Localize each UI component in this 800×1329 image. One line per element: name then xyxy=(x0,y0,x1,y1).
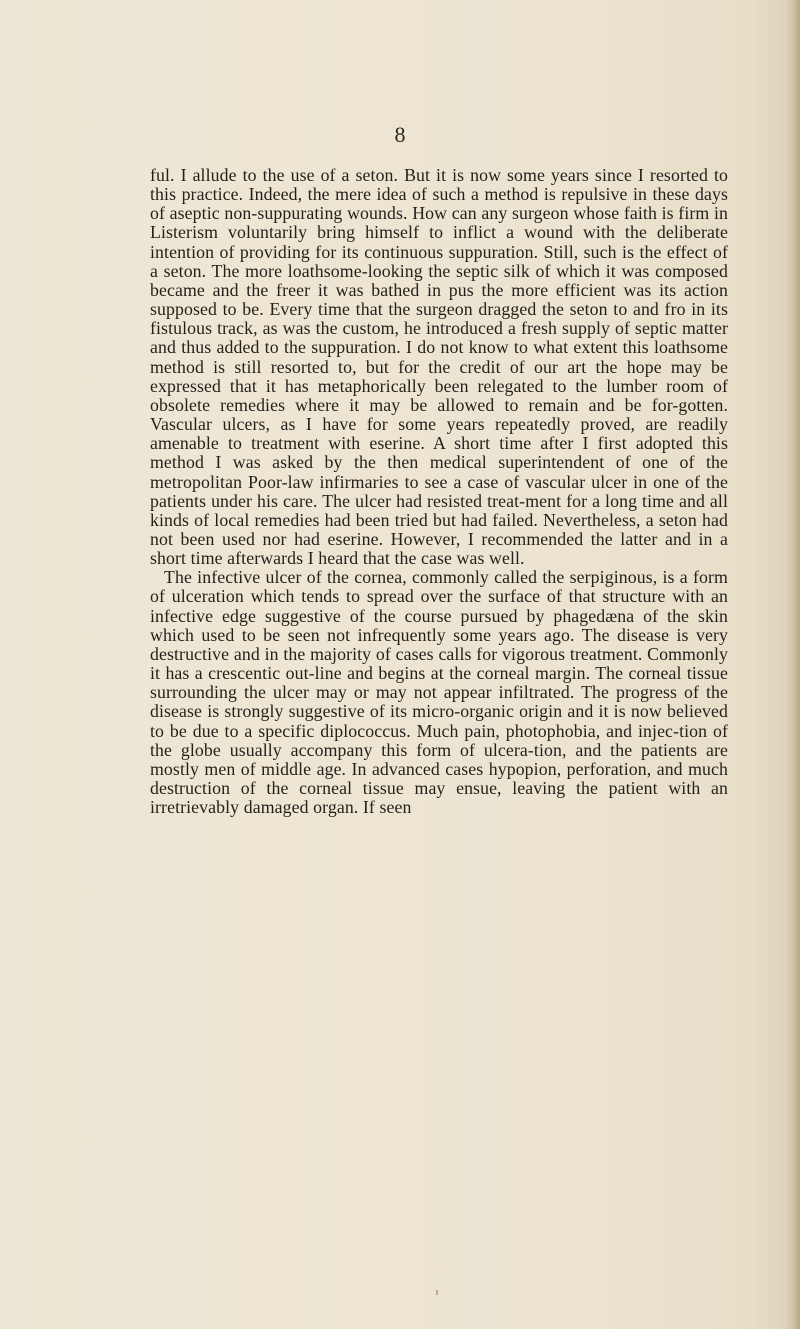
page-number: 8 xyxy=(394,122,406,147)
paragraph-infective-ulcer: The infective ulcer of the cornea, commonly called the serpiginous, is a form of ulceration which tends to spread over the surface of that structure with an infective edge suggestive of the course pursued by phagedæna of the skin which used to be seen not infrequently some years ago. The disease is very destructive and in the majority of cases calls for vigorous treatment. Commonly it has a crescentic out-line and begins at the corneal margin. The corneal tissue surrounding the ulcer may or may not appear infiltrated. The progress of the disease is strongly suggestive of its micro-organic origin and it is now believed to be due to a specific diplococcus. Much pain, photophobia, and injec-tion of the globe usually accompany this form of ulcera-tion, and the patients are mostly men of middle age. In advanced cases hypopion, perforation, and much destruction of the corneal tissue may ensue, leaving the patient with an irretrievably damaged organ. If seen xyxy=(150,567,728,818)
paragraph-seton: ful. I allude to the use of a seton. But it is now some years since I resorted to this practice. Indeed, the mere idea of such a method is repulsive in these days of aseptic non-suppurating wounds. How can any surgeon whose faith is firm in Listerism voluntarily bring himself to inflict a wound with the deliberate intention of providing for its continuous suppuration. Still, such is the effect of a seton. The more loathsome-looking the septic silk of which it was composed became and the freer it was bathed in pus the more efficient was its action supposed to be. Every time that the surgeon dragged the seton to and fro in its fistulous track, as was the custom, he introduced a fresh supply of septic matter and thus added to the suppuration. I do not know to what extent this loathsome method is still resorted to, but for the credit of our art the hope may be expressed that it has metaphorically been relegated to the lumber room of obsolete remedies where it may be allowed to remain and be for-gotten. Vascular ulcers, as I have for some years repeatedly proved, are readily amenable to treatment with eserine. A short time after I first adopted this method I was asked by the then medical superintendent of one of the metropolitan Poor-law infirmaries to see a case of vascular ulcer in one of the patients under his care. The ulcer had resisted treat-ment for a long time and all kinds of local remedies had been tried but had failed. Nevertheless, a seton had not been used nor had eserine. However, I recommended the latter and in a short time afterwards I heard that the case was well. xyxy=(150,165,728,569)
page-edge-shadow xyxy=(786,0,800,1329)
ink-speck xyxy=(436,1290,438,1295)
body-text xyxy=(150,166,728,817)
